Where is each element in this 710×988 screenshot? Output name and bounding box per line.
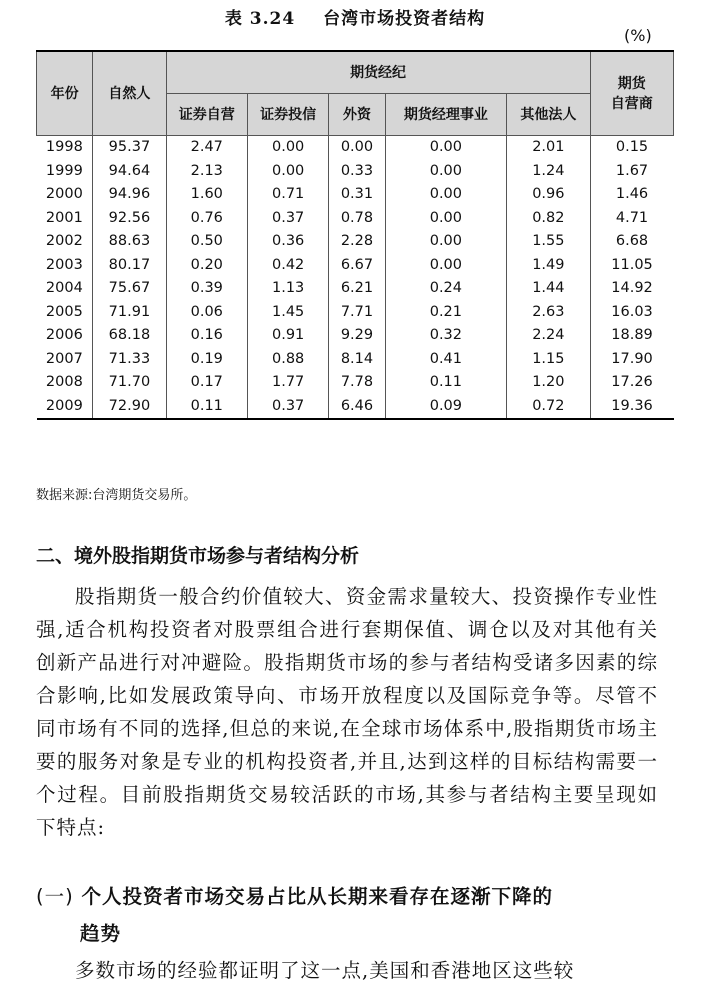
table-row [37, 183, 674, 207]
year-cell: 2008 [45, 374, 83, 391]
value-cell: 1.45 [247, 300, 328, 324]
value-cell: 0.00 [385, 206, 507, 230]
table-caption [0, 4, 710, 29]
value-cell: 6.67 [329, 253, 385, 277]
value-cell: 0.00 [385, 159, 507, 183]
value-cell: 14.92 [590, 277, 673, 301]
header-prop-line2: 自营商 [610, 96, 653, 113]
table-row [37, 159, 674, 183]
value-cell: 2.63 [507, 300, 590, 324]
section-heading: 二、境外股指期货市场参与者结构分析 [36, 545, 360, 567]
value-cell: 0.00 [385, 253, 507, 277]
subheading [36, 878, 666, 952]
header-futures-proprietary [590, 51, 673, 135]
continuation-line: 多数市场的经验都证明了这一点,美国和香港地区这些较 [75, 959, 575, 982]
year-cell: 2005 [45, 303, 83, 320]
table-row [37, 394, 674, 419]
value-cell: 0.37 [247, 206, 328, 230]
value-cell: 0.00 [385, 230, 507, 254]
header-prop-line1: 期货 [617, 76, 646, 93]
value-cell: 0.72 [507, 394, 590, 419]
value-cell: 72.90 [93, 394, 166, 419]
value-cell: 0.42 [247, 253, 328, 277]
unit-label: (%) [624, 26, 652, 45]
value-cell: 71.91 [93, 300, 166, 324]
value-cell: 94.64 [93, 159, 166, 183]
value-cell: 1.49 [507, 253, 590, 277]
header-securities-dealer: 证券自营 [166, 93, 247, 135]
value-cell: 94.96 [93, 183, 166, 207]
header-other-institutions: 其他法人 [507, 93, 590, 135]
value-cell: 0.88 [247, 347, 328, 371]
table-row [37, 206, 674, 230]
year-cell: 2002 [45, 233, 83, 250]
value-cell: 0.00 [247, 159, 328, 183]
value-cell: 0.33 [329, 159, 385, 183]
value-cell: 7.78 [329, 371, 385, 395]
value-cell: 16.03 [590, 300, 673, 324]
value-cell: 0.31 [329, 183, 385, 207]
value-cell: 0.11 [166, 394, 247, 419]
header-futures-broker: 期货经纪 [166, 51, 590, 93]
value-cell: 0.91 [247, 324, 328, 348]
table-row [37, 135, 674, 159]
value-cell: 2.13 [166, 159, 247, 183]
table-row [37, 277, 674, 301]
table-title: 台湾市场投资者结构 [323, 9, 486, 29]
value-cell: 1.77 [247, 371, 328, 395]
value-cell: 88.63 [93, 230, 166, 254]
value-cell: 6.46 [329, 394, 385, 419]
value-cell: 0.09 [385, 394, 507, 419]
body-paragraph: 股指期货一般合约价值较大、资金需求量较大、投资操作专业性强,适合机构投资者对股票组合进行套期保值、调仓以及对其他有关创新产品进行对冲避险。股指期货市场的参与者结构受诸多因素的综合影响,比如发展政策导向、市场开放程度以及国际竞争等。尽管不同市场有不同的选择,但总的来说,在全球市场体系中,股指期货市场主要的服务对象是专业的机构投资者,并且,达到这样的目标结构需要一个过程。目前股指期货交易较活跃的市场,其参与者结构主要呈现如下特点: [36, 585, 658, 839]
value-cell: 17.26 [590, 371, 673, 395]
value-cell: 2.28 [329, 230, 385, 254]
table-row [37, 300, 674, 324]
value-cell: 0.00 [247, 135, 328, 159]
value-cell: 0.71 [247, 183, 328, 207]
value-cell: 0.00 [329, 135, 385, 159]
value-cell: 71.70 [93, 371, 166, 395]
value-cell: 80.17 [93, 253, 166, 277]
value-cell: 1.20 [507, 371, 590, 395]
value-cell: 0.15 [590, 135, 673, 159]
value-cell: 1.55 [507, 230, 590, 254]
data-source-note: 数据来源:台湾期货交易所。 [36, 488, 197, 503]
table-row [37, 230, 674, 254]
value-cell: 0.00 [385, 183, 507, 207]
table-row [37, 253, 674, 277]
subheading-line1: 个人投资者市场交易占比从长期来看存在逐渐下降的 [81, 885, 554, 908]
value-cell: 1.46 [590, 183, 673, 207]
subheading-label: (一) [36, 885, 74, 908]
table-number: 表 3.24 [224, 9, 296, 29]
value-cell: 0.36 [247, 230, 328, 254]
value-cell: 11.05 [590, 253, 673, 277]
value-cell: 1.44 [507, 277, 590, 301]
subheading-line2: 趋势 [80, 922, 122, 945]
value-cell: 6.21 [329, 277, 385, 301]
value-cell: 0.11 [385, 371, 507, 395]
header-securities-trust: 证券投信 [247, 93, 328, 135]
header-year: 年份 [37, 51, 93, 135]
value-cell: 0.78 [329, 206, 385, 230]
value-cell: 0.16 [166, 324, 247, 348]
value-cell: 68.18 [93, 324, 166, 348]
value-cell: 2.01 [507, 135, 590, 159]
value-cell: 1.60 [166, 183, 247, 207]
value-cell: 1.13 [247, 277, 328, 301]
table-row [37, 324, 674, 348]
value-cell: 0.19 [166, 347, 247, 371]
value-cell: 0.41 [385, 347, 507, 371]
year-cell: 2004 [45, 280, 83, 297]
value-cell: 0.32 [385, 324, 507, 348]
table-row [37, 347, 674, 371]
value-cell: 9.29 [329, 324, 385, 348]
value-cell: 0.76 [166, 206, 247, 230]
value-cell: 1.24 [507, 159, 590, 183]
value-cell: 2.24 [507, 324, 590, 348]
value-cell: 95.37 [93, 135, 166, 159]
value-cell: 0.21 [385, 300, 507, 324]
value-cell: 92.56 [93, 206, 166, 230]
value-cell: 7.71 [329, 300, 385, 324]
header-foreign: 外资 [329, 93, 385, 135]
value-cell: 0.96 [507, 183, 590, 207]
value-cell: 71.33 [93, 347, 166, 371]
value-cell: 0.50 [166, 230, 247, 254]
year-cell: 1998 [45, 139, 83, 156]
value-cell: 0.37 [247, 394, 328, 419]
value-cell: 1.15 [507, 347, 590, 371]
value-cell: 0.20 [166, 253, 247, 277]
year-cell: 2001 [45, 209, 83, 226]
year-cell: 2000 [45, 186, 83, 203]
value-cell: 0.39 [166, 277, 247, 301]
year-cell: 2007 [45, 350, 83, 367]
header-futures-manager: 期货经理事业 [385, 93, 507, 135]
value-cell: 0.17 [166, 371, 247, 395]
header-natural-person: 自然人 [93, 51, 166, 135]
table-row [37, 371, 674, 395]
value-cell: 6.68 [590, 230, 673, 254]
value-cell: 17.90 [590, 347, 673, 371]
year-cell: 2006 [45, 327, 83, 344]
value-cell: 0.00 [385, 135, 507, 159]
year-cell: 2003 [45, 256, 83, 273]
value-cell: 1.67 [590, 159, 673, 183]
value-cell: 0.24 [385, 277, 507, 301]
value-cell: 19.36 [590, 394, 673, 419]
year-cell: 2009 [45, 397, 83, 414]
value-cell: 18.89 [590, 324, 673, 348]
value-cell: 75.67 [93, 277, 166, 301]
value-cell: 8.14 [329, 347, 385, 371]
value-cell: 4.71 [590, 206, 673, 230]
value-cell: 2.47 [166, 135, 247, 159]
year-cell: 1999 [45, 162, 83, 179]
value-cell: 0.06 [166, 300, 247, 324]
table-body [37, 135, 674, 419]
value-cell: 0.82 [507, 206, 590, 230]
investor-structure-table [36, 50, 674, 420]
